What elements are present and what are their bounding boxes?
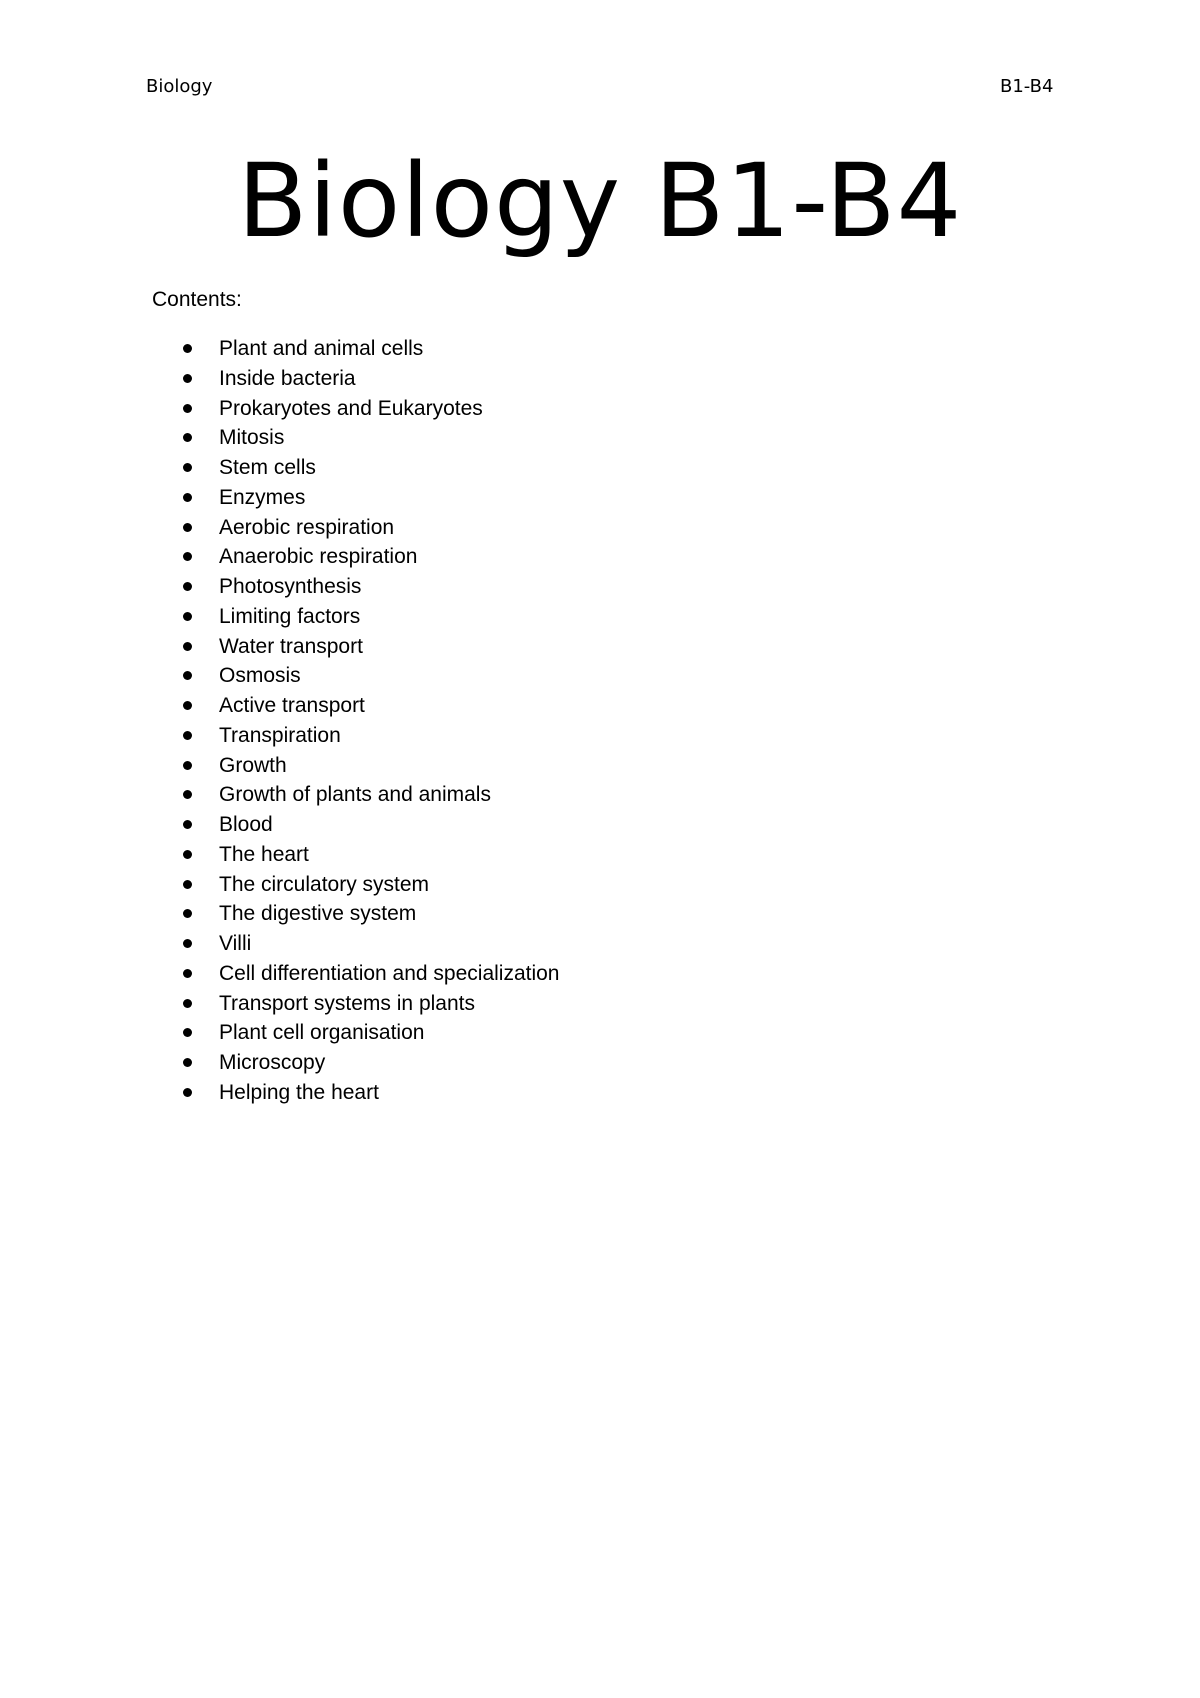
bullet-icon	[183, 880, 192, 889]
list-item	[0, 810, 1200, 840]
bullet-icon	[183, 909, 192, 918]
contents-item-label: Cell differentiation and specialization	[219, 961, 560, 985]
contents-item-label: Inside bacteria	[219, 366, 356, 390]
list-item	[0, 632, 1200, 662]
list-item	[0, 364, 1200, 394]
contents-item-label: Plant cell organisation	[219, 1021, 425, 1045]
list-item	[0, 959, 1200, 989]
contents-item-label: Anaerobic respiration	[219, 545, 418, 569]
bullet-icon	[183, 969, 192, 978]
contents-item-label: Photosynthesis	[219, 575, 362, 598]
list-item	[0, 661, 1200, 691]
contents-item-label: Plant and animal cells	[219, 337, 424, 360]
bullet-icon	[183, 404, 192, 413]
bullet-icon	[183, 582, 192, 591]
bullet-icon	[183, 523, 192, 532]
contents-item-label: Transpiration	[219, 723, 341, 747]
list-item	[0, 899, 1200, 929]
contents-item-label: Microscopy	[219, 1051, 326, 1074]
contents-list	[0, 334, 1200, 1108]
page-header-left: Biology	[146, 76, 213, 97]
list-item	[0, 1048, 1200, 1078]
bullet-icon	[183, 939, 192, 948]
contents-item-label: Aerobic respiration	[219, 515, 395, 539]
bullet-icon	[183, 344, 192, 353]
bullet-icon	[183, 1058, 192, 1067]
bullet-icon	[183, 552, 192, 561]
contents-item-label: Water transport	[219, 634, 363, 658]
list-item	[0, 334, 1200, 364]
bullet-icon	[183, 493, 192, 502]
bullet-icon	[183, 701, 192, 710]
list-item	[0, 840, 1200, 870]
bullet-icon	[183, 463, 192, 472]
list-item	[0, 394, 1200, 424]
list-item	[0, 1078, 1200, 1108]
bullet-icon	[183, 731, 192, 740]
bullet-icon	[183, 612, 192, 621]
contents-item-label: Mitosis	[219, 426, 285, 450]
contents-item-label: The heart	[219, 842, 309, 866]
bullet-icon	[183, 374, 192, 383]
contents-item-label: Blood	[219, 813, 273, 836]
list-item	[0, 691, 1200, 721]
bullet-icon	[183, 850, 192, 859]
contents-item-label: Enzymes	[219, 485, 306, 509]
list-item	[0, 602, 1200, 632]
list-item	[0, 423, 1200, 453]
bullet-icon	[183, 790, 192, 799]
document-title: Biology B1-B4	[237, 142, 963, 261]
page-header-right: B1-B4	[1000, 76, 1054, 97]
bullet-icon	[183, 433, 192, 442]
contents-item-label: Limiting factors	[219, 604, 361, 628]
list-item	[0, 989, 1200, 1019]
list-item	[0, 870, 1200, 900]
contents-item-label: Active transport	[219, 694, 365, 717]
list-item	[0, 542, 1200, 572]
list-item	[0, 483, 1200, 513]
contents-item-label: Growth	[219, 753, 287, 777]
contents-item-label: Growth of plants and animals	[219, 783, 491, 807]
list-item	[0, 751, 1200, 781]
bullet-icon	[183, 820, 192, 829]
bullet-icon	[183, 671, 192, 680]
contents-item-label: The circulatory system	[219, 872, 430, 896]
bullet-icon	[183, 1088, 192, 1097]
list-item	[0, 572, 1200, 602]
bullet-icon	[183, 1028, 192, 1037]
list-item	[0, 453, 1200, 483]
contents-item-label: Transport systems in plants	[219, 991, 475, 1015]
contents-item-label: Prokaryotes and Eukaryotes	[219, 396, 483, 420]
list-item	[0, 1018, 1200, 1048]
list-item	[0, 513, 1200, 543]
contents-item-label: Stem cells	[219, 456, 316, 479]
contents-label: Contents:	[152, 288, 242, 311]
contents-item-label: Villi	[219, 932, 252, 955]
bullet-icon	[183, 761, 192, 770]
list-item	[0, 929, 1200, 959]
contents-item-label: The digestive system	[219, 902, 417, 926]
contents-item-label: Osmosis	[219, 664, 301, 688]
bullet-icon	[183, 999, 192, 1008]
contents-item-label: Helping the heart	[219, 1080, 379, 1104]
list-item	[0, 721, 1200, 751]
bullet-icon	[183, 642, 192, 651]
list-item	[0, 780, 1200, 810]
